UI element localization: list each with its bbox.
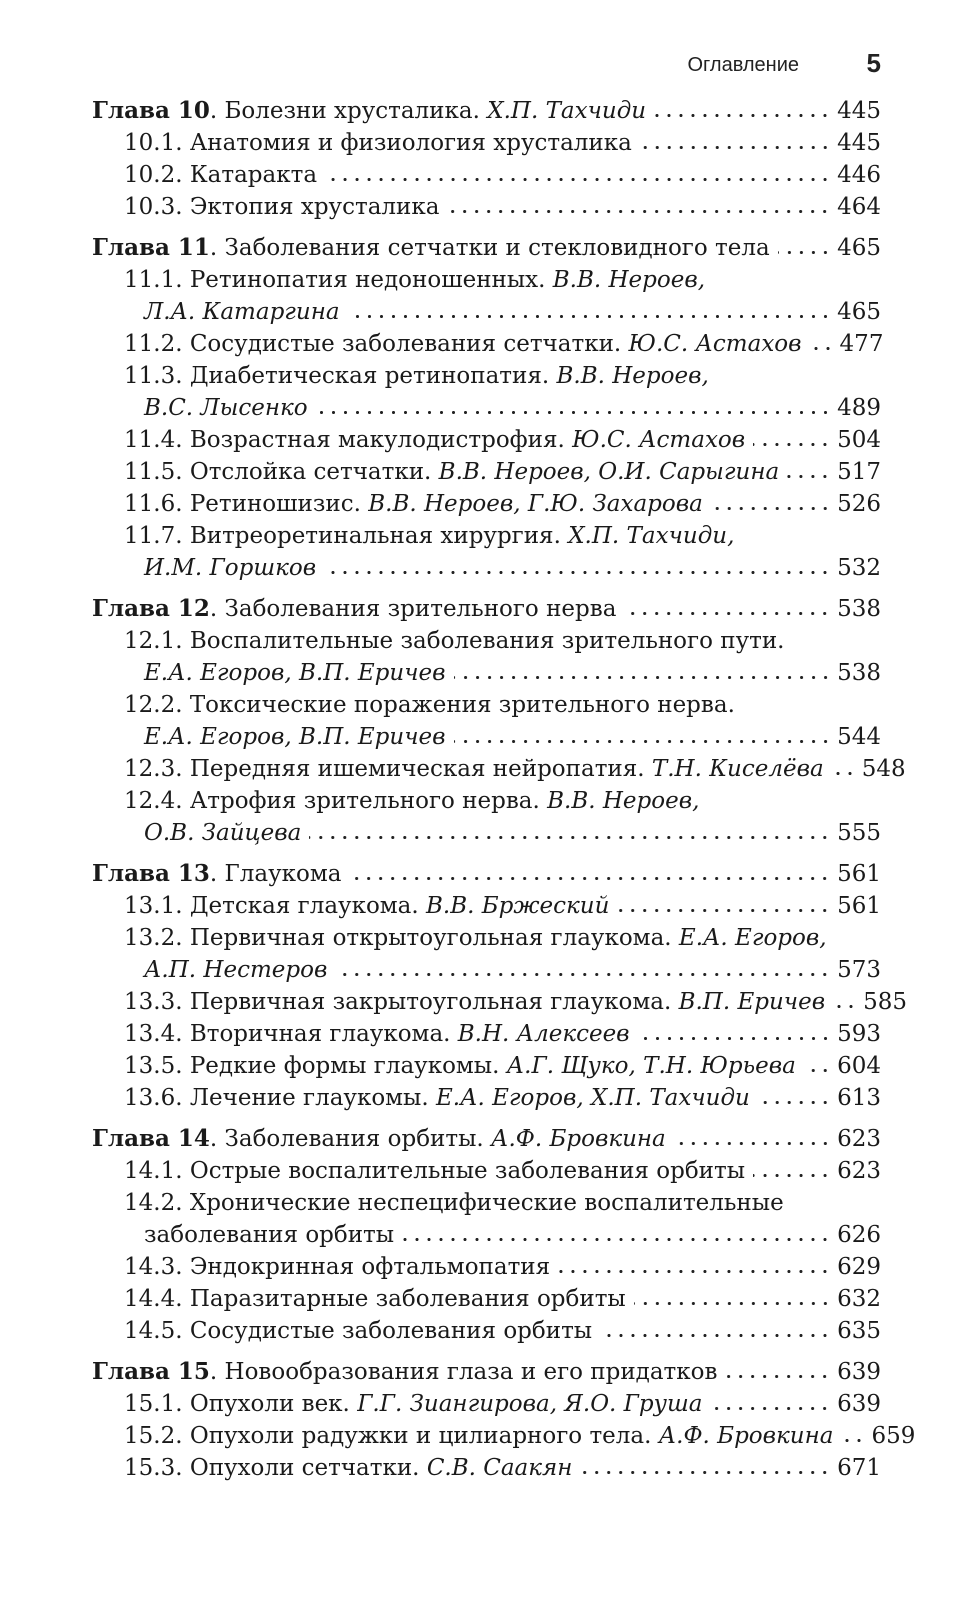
section-author: Т.Н. Киселёва [651,756,824,782]
dot-leader [617,908,831,913]
toc-section-continuation [92,1219,881,1251]
toc-section-label [124,890,609,922]
toc-page-number: 517 [837,459,881,485]
toc-section-label [124,1420,833,1452]
toc-section-continuation [92,657,881,689]
toc-chapter [92,1123,881,1347]
section-title: 10.1. Анатомия и физиология хрусталика [124,130,632,156]
dot-leader [447,209,831,214]
chapter-number: Глава 13 [92,860,210,887]
section-author: Л.А. Катаргина [144,299,340,325]
dot-leader [624,611,831,616]
section-author: Ю.С. Астахов [628,331,802,357]
section-author: В.В. Нероев, Г.Ю. Захарова [368,491,703,517]
dot-leader [778,250,831,255]
toc-section-label [124,1283,626,1315]
section-author: А.Г. Щуко, Т.Н. Юрьева [506,1053,796,1079]
section-title: 11.5. Отслойка сетчатки. [124,459,439,485]
dot-leader [804,1068,831,1073]
toc-section-row [92,456,881,488]
toc-chapter [92,1356,916,1484]
toc-section-label [124,424,745,456]
toc-page-number: 477 [839,331,884,357]
section-title: 12.3. Передняя ишемическая нейропатия. [124,756,652,782]
toc-page-number: 629 [837,1254,881,1280]
chapter-number: Глава 10 [92,97,210,124]
toc-section-row [92,191,881,223]
toc-page-number: 573 [837,957,881,983]
toc-chapter [92,593,906,849]
toc-section-row [92,1187,881,1219]
section-author: В.В. Бржеский [426,893,610,919]
toc-section-row [92,264,881,296]
toc-section-label [124,191,439,223]
toc-page-number: 465 [837,299,881,325]
toc-section-label [144,954,327,986]
toc-section-row [92,159,881,191]
section-author: В.В. Нероев, [552,267,706,293]
toc-section-row [92,488,881,520]
dot-leader [325,177,831,182]
toc-page-number: 464 [837,194,881,220]
toc-section-row [92,689,881,721]
toc-section-label [124,127,632,159]
dot-leader [753,442,831,447]
toc-section-label [124,1251,550,1283]
toc-section-row [92,1452,881,1484]
section-title: 14.2. Хронические неспецифические воспалительные [124,1190,784,1216]
dot-leader [758,1100,831,1105]
toc-section-label [124,1452,572,1484]
dot-leader [558,1269,831,1274]
toc-section-row [92,1388,881,1420]
toc-page-number: 613 [837,1085,881,1111]
dot-leader [753,1173,831,1178]
section-author: Ю.С. Астахов [572,427,746,453]
toc-section-label [144,657,446,689]
toc-chapter [92,858,908,1114]
dot-leader [402,1237,831,1242]
toc-chapter [92,95,881,223]
toc-section-label [124,456,779,488]
toc-page-number: 671 [837,1455,881,1481]
toc-section-row [92,127,881,159]
section-title: 11.3. Диабетическая ретинопатия. [124,363,557,389]
toc-section-label [144,817,301,849]
running-head [92,44,881,84]
toc-chapter-label [92,1123,666,1155]
section-title: 12.1. Воспалительные заболевания зрительного пути. [124,628,785,654]
toc-section-label [124,360,709,392]
toc-section-continuation [92,721,881,753]
dot-leader [580,1470,831,1475]
toc-section-label [144,296,340,328]
section-author: В.В. Нероев, [556,363,709,389]
toc-section-row [92,1082,881,1114]
toc-page-number: 561 [837,861,881,887]
toc-section-label [124,785,699,817]
section-title: 14.4. Паразитарные заболевания орбиты [124,1286,626,1312]
toc-page-number: 632 [837,1286,881,1312]
toc-section-row [92,328,884,360]
dot-leader [454,739,832,744]
chapter-number: Глава 12 [92,595,210,622]
toc-section-label [144,392,308,424]
chapter-title: . Заболевания орбиты. [209,1126,492,1152]
toc-section-row [92,520,881,552]
dot-leader [787,474,831,479]
toc-section-row [92,1315,881,1347]
toc-section-label [124,328,802,360]
toc-section-row [92,1283,881,1315]
toc-section-label [124,625,784,657]
section-author: В.В. Нероев, [547,788,700,814]
chapter-title: . Заболевания зрительного нерва [209,596,617,622]
dot-leader [654,113,831,118]
section-title: 12.2. Токсические поражения зрительного нерва. [124,692,735,718]
section-author: О.В. Зайцева [144,820,302,846]
toc-page-number: 544 [837,724,881,750]
toc-section-label [124,1315,592,1347]
toc-page-number: 526 [837,491,881,517]
toc-section-label [124,488,703,520]
section-author: Е.А. Егоров, В.П. Еричев [144,660,446,686]
section-author: В.Н. Алексеев [457,1021,630,1047]
toc-page-number: 604 [837,1053,881,1079]
toc-page-number: 538 [837,596,881,622]
toc-page-number: 593 [837,1021,881,1047]
dot-leader [600,1333,831,1338]
dot-leader [335,972,831,977]
toc-section-label [124,986,825,1018]
toc-section-label [124,1082,750,1114]
toc-page-number: 585 [863,989,908,1015]
toc-section-label [124,159,317,191]
toc-section-label [124,689,735,721]
section-title: 10.3. Эктопия хрусталика [124,194,440,220]
section-title: 11.1. Ретинопатия недоношенных. [124,267,553,293]
toc-section-row [92,625,881,657]
toc-section-continuation [92,296,881,328]
toc-chapter-label [92,593,616,625]
section-author: Х.П. Тахчиди, [568,523,735,549]
dot-leader [674,1141,831,1146]
toc-chapter-label [92,95,646,127]
toc-section-row [92,1050,881,1082]
chapter-title: . Новообразования глаза и его придатков [209,1359,718,1385]
dot-leader [348,314,831,319]
toc-chapter-row [92,593,881,625]
dot-leader [454,675,832,680]
section-title: 13.3. Первичная закрытоугольная глаукома. [124,989,679,1015]
section-title: 11.4. Возрастная макулодистрофия. [124,427,573,453]
chapter-number: Глава 11 [92,234,210,261]
dot-leader [324,570,831,575]
section-title: 11.7. Витреоретинальная хирургия. [124,523,569,549]
toc-page-number: 445 [837,98,881,124]
dot-leader [832,771,856,776]
section-title: 11.2. Сосудистые заболевания сетчатки. [124,331,629,357]
section-author: И.М. Горшков [144,555,317,581]
dot-leader [810,346,834,351]
toc-page-number: 623 [837,1126,881,1152]
toc-section-label [124,1018,630,1050]
section-title: заболевания орбиты [144,1222,395,1248]
toc-section-continuation [92,552,881,584]
toc-section-row [92,890,881,922]
toc-chapter-row [92,1356,881,1388]
section-author: А.Ф. Бровкина [658,1423,834,1449]
toc-section-row [92,753,906,785]
toc-page-number: 623 [837,1158,881,1184]
dot-leader [725,1374,831,1379]
toc-page-number: 446 [837,162,881,188]
toc-page-number: 561 [837,893,881,919]
toc-page-number: 659 [871,1423,916,1449]
toc-section-row [92,986,908,1018]
chapter-title: . Болезни хрусталика. [209,98,488,124]
section-title: 15.1. Опухоли век. [124,1391,358,1417]
toc-page-number: 538 [837,660,881,686]
toc-section-row [92,1251,881,1283]
chapter-title: . Глаукома [209,861,342,887]
toc-section-label [144,721,446,753]
toc-section-label [124,922,827,954]
dot-leader [349,876,831,881]
toc-chapter-label [92,858,341,890]
running-head-title: Оглавление [687,54,799,76]
section-author: В.В. Нероев, О.И. Сарыгина [438,459,780,485]
toc-section-label [144,1219,394,1251]
toc-page-number: 626 [837,1222,881,1248]
section-title: 15.2. Опухоли радужки и цилиарного тела. [124,1423,659,1449]
chapter-author: А.Ф. Бровкина [491,1126,666,1152]
chapter-number: Глава 14 [92,1125,210,1152]
toc-chapter-label [92,232,770,264]
toc-page-number: 532 [837,555,881,581]
toc-page-number: 639 [837,1391,881,1417]
toc-section-row [92,1420,916,1452]
toc-section-label [124,753,824,785]
section-author: Е.А. Егоров, [678,925,827,951]
toc-page-number: 504 [837,427,881,453]
toc-page-number: 639 [837,1359,881,1385]
dot-leader [711,506,831,511]
toc-section-label [124,1388,702,1420]
section-author: Е.А. Егоров, В.П. Еричев [144,724,446,750]
toc-section-label [124,1187,784,1219]
toc-page-number: 465 [837,235,881,261]
toc-chapter-row [92,232,881,264]
table-of-contents [92,95,916,1484]
section-author: В.С. Лысенко [144,395,308,421]
toc-section-continuation [92,817,881,849]
toc-chapter [92,232,884,584]
dot-leader [638,1036,832,1041]
section-title: 13.2. Первичная открытоугольная глаукома. [124,925,679,951]
toc-section-label [144,552,316,584]
section-title: 13.5. Редкие формы глаукомы. [124,1053,507,1079]
toc-chapter-row [92,95,881,127]
section-title: 13.6. Лечение глаукомы. [124,1085,436,1111]
dot-leader [841,1438,865,1443]
toc-section-label [124,520,734,552]
dot-leader [634,1301,831,1306]
toc-page-number: 555 [837,820,881,846]
toc-section-row [92,360,881,392]
section-title: 15.3. Опухоли сетчатки. [124,1455,427,1481]
dot-leader [710,1406,831,1411]
toc-section-row [92,922,881,954]
toc-section-continuation [92,392,881,424]
section-author: Г.Г. Зиангирова, Я.О. Груша [357,1391,703,1417]
chapter-title: . Заболевания сетчатки и стекловидного тела [209,235,770,261]
section-title: 13.1. Детская глаукома. [124,893,427,919]
chapter-author: Х.П. Тахчиди [487,98,647,124]
section-title: 12.4. Атрофия зрительного нерва. [124,788,548,814]
toc-chapter-row [92,1123,881,1155]
toc-chapter-label [92,1356,717,1388]
toc-page-number: 635 [837,1318,881,1344]
toc-section-label [124,264,705,296]
section-title: 10.2. Катаракта [124,162,318,188]
dot-leader [833,1004,857,1009]
section-author: В.П. Еричев [678,989,826,1015]
section-title: 14.1. Острые воспалительные заболевания орбиты [124,1158,746,1184]
chapter-number: Глава 15 [92,1358,210,1385]
toc-section-label [124,1155,745,1187]
toc-page-number: 548 [861,756,906,782]
dot-leader [316,410,832,415]
toc-section-row [92,1155,881,1187]
toc-section-row [92,1018,881,1050]
dot-leader [309,835,831,840]
toc-section-label [124,1050,796,1082]
section-title: 14.3. Эндокринная офтальмопатия [124,1254,551,1280]
toc-section-continuation [92,954,881,986]
section-title: 11.6. Ретиношизис. [124,491,369,517]
toc-page-number: 445 [837,130,881,156]
section-author: А.П. Нестеров [144,957,328,983]
toc-page-number: 489 [837,395,881,421]
toc-section-row [92,424,881,456]
toc-section-row [92,785,881,817]
section-author: С.В. Саакян [426,1455,573,1481]
dot-leader [640,145,831,150]
section-title: 13.4. Вторичная глаукома. [124,1021,458,1047]
page-number: 5 [866,48,881,78]
section-title: 14.5. Сосудистые заболевания орбиты [124,1318,593,1344]
section-author: Е.А. Егоров, Х.П. Тахчиди [435,1085,750,1111]
toc-chapter-row [92,858,881,890]
